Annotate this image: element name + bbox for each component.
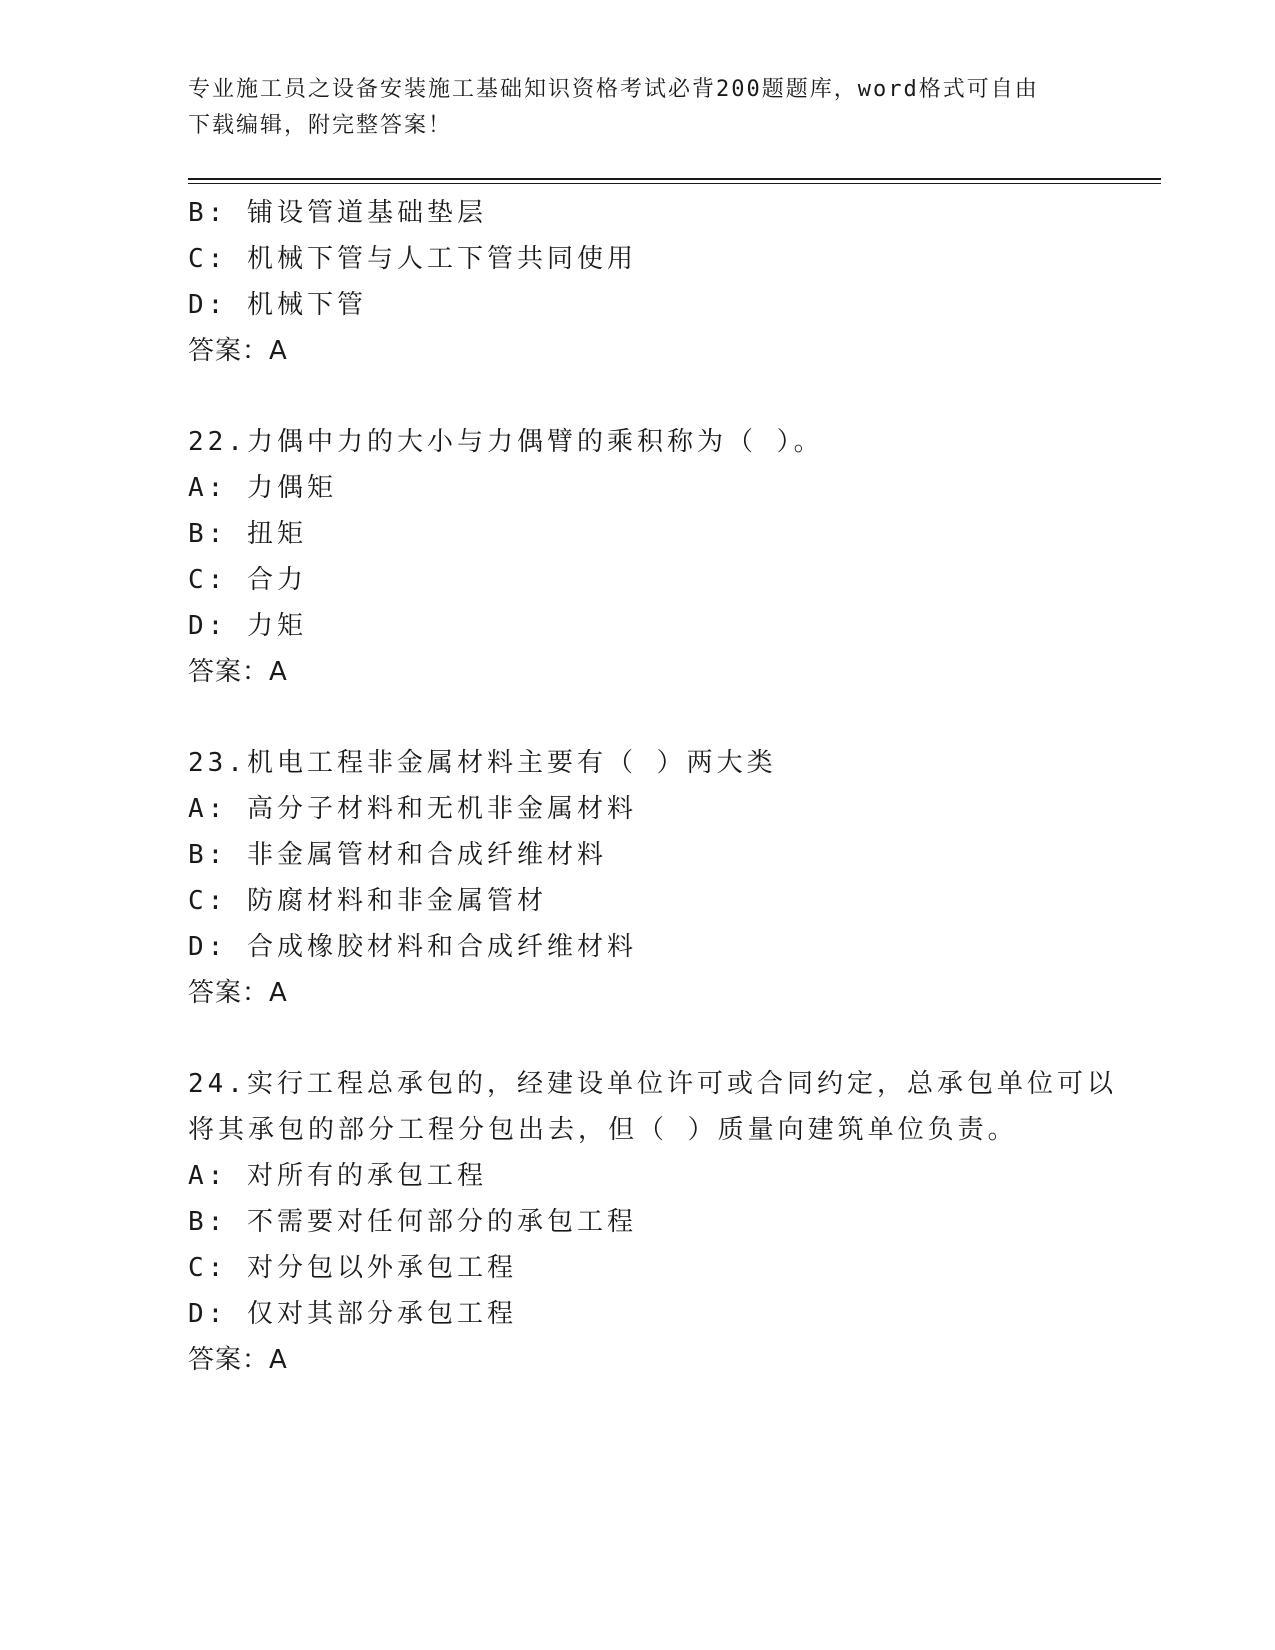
option-a: A: 力偶矩 [188, 473, 337, 503]
option-d: D: 仅对其部分承包工程 [188, 1299, 517, 1329]
option-a: A: 高分子材料和无机非金属材料 [188, 794, 637, 824]
option-c: C: 机械下管与人工下管共同使用 [188, 244, 637, 274]
answer-text: 答案：A [188, 1345, 288, 1375]
question-24 [188, 1061, 1117, 1383]
option-b: B: 不需要对任何部分的承包工程 [188, 1207, 637, 1237]
option-b: B: 铺设管道基础垫层 [188, 198, 487, 228]
answer-text: 答案：A [188, 336, 288, 366]
option-c: C: 防腐材料和非金属管材 [188, 886, 547, 916]
question-stem: 22.力偶中力的大小与力偶臂的乘积称为（ ）。 [188, 427, 824, 457]
question-stem: 23.机电工程非金属材料主要有（ ）两大类 [188, 748, 777, 778]
question-stem-line-1: 24.实行工程总承包的，经建设单位许可或合同约定，总承包单位可以 [188, 1069, 1117, 1099]
question-21-continued [188, 190, 1088, 374]
option-d: D: 力矩 [188, 611, 307, 641]
option-d: D: 机械下管 [188, 290, 367, 320]
spacer [188, 374, 1088, 419]
option-d: D: 合成橡胶材料和合成纤维材料 [188, 932, 637, 962]
header-divider-thick [188, 178, 1161, 180]
option-b: B: 非金属管材和合成纤维材料 [188, 840, 607, 870]
spacer [188, 1016, 1088, 1061]
option-a: A: 对所有的承包工程 [188, 1161, 487, 1191]
document-header [188, 72, 1088, 144]
header-divider-thin [188, 183, 1161, 184]
option-c: C: 对分包以外承包工程 [188, 1253, 517, 1283]
question-list [188, 190, 1117, 1383]
answer-text: 答案：A [188, 657, 288, 687]
header-title-line-1: 专业施工员之设备安装施工基础知识资格考试必背200题题库，word格式可自由 [188, 77, 1039, 102]
spacer [188, 695, 1088, 740]
question-22 [188, 419, 1088, 695]
header-title-line-2: 下载编辑，附完整答案！ [188, 113, 453, 138]
answer-text: 答案：A [188, 978, 288, 1008]
question-23 [188, 740, 1088, 1016]
option-c: C: 合力 [188, 565, 307, 595]
header-divider [188, 178, 1161, 184]
question-stem-line-2: 将其承包的部分工程分包出去，但（ ）质量向建筑单位负责。 [188, 1115, 1018, 1145]
option-b: B: 扭矩 [188, 519, 307, 549]
